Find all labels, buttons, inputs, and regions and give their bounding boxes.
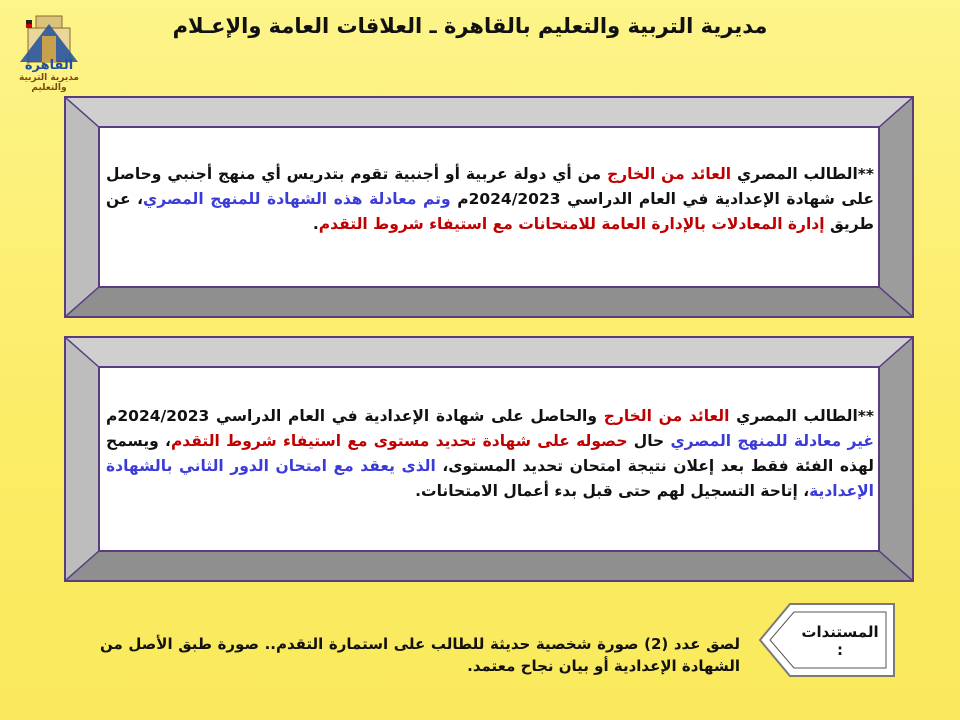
box2-text: **الطالب المصري العائد من الخارج والحاصل على شهادة الإعدادية في العام الدراسي 2024/2023م غير معادلة للمنهج المصري حال حصوله على شهادة تحديد مستوى مع استيفاء شروط التقدم، ويسمح لهذه الفئة فقط بعد إعلان نتيجة امتحان تحديد المستوى، الذى يعقد مع امتحان الدور الثاني بالشهادة الإعدادية، إتاحة التسجيل لهم حتى قبل بدء أعمال الامتحانات. [106, 407, 875, 500]
page-title: مديرية التربية والتعليم بالقاهرة ـ العلاقات العامة والإعـلام [172, 14, 768, 38]
box1-text: **الطالب المصري العائد من الخارج من أي دولة عربية أو أجنبية تقوم بتدريس أي منهج أجنبي وحاصل على شهادة الإعدادية في العام الدراسي 2024/2023م وتم معادلة هذه الشهادة للمنهج المصري، عن طريق إدارة المعادلات بالإدارة العامة للامتحانات مع استيفاء شروط التقدم. [106, 165, 875, 233]
logo-caption: القاهرة مديرية التربية والتعليم [6, 58, 92, 93]
logo-name: القاهرة [24, 58, 74, 73]
documents-label: المستندات : [801, 623, 879, 659]
documents-text: لصق عدد (2) صورة شخصية حديثة للطالب على استمارة التقدم.. صورة طبق الأصل من الشهادة الإعدادية أو بيان نجاح معتمد. [100, 635, 741, 675]
